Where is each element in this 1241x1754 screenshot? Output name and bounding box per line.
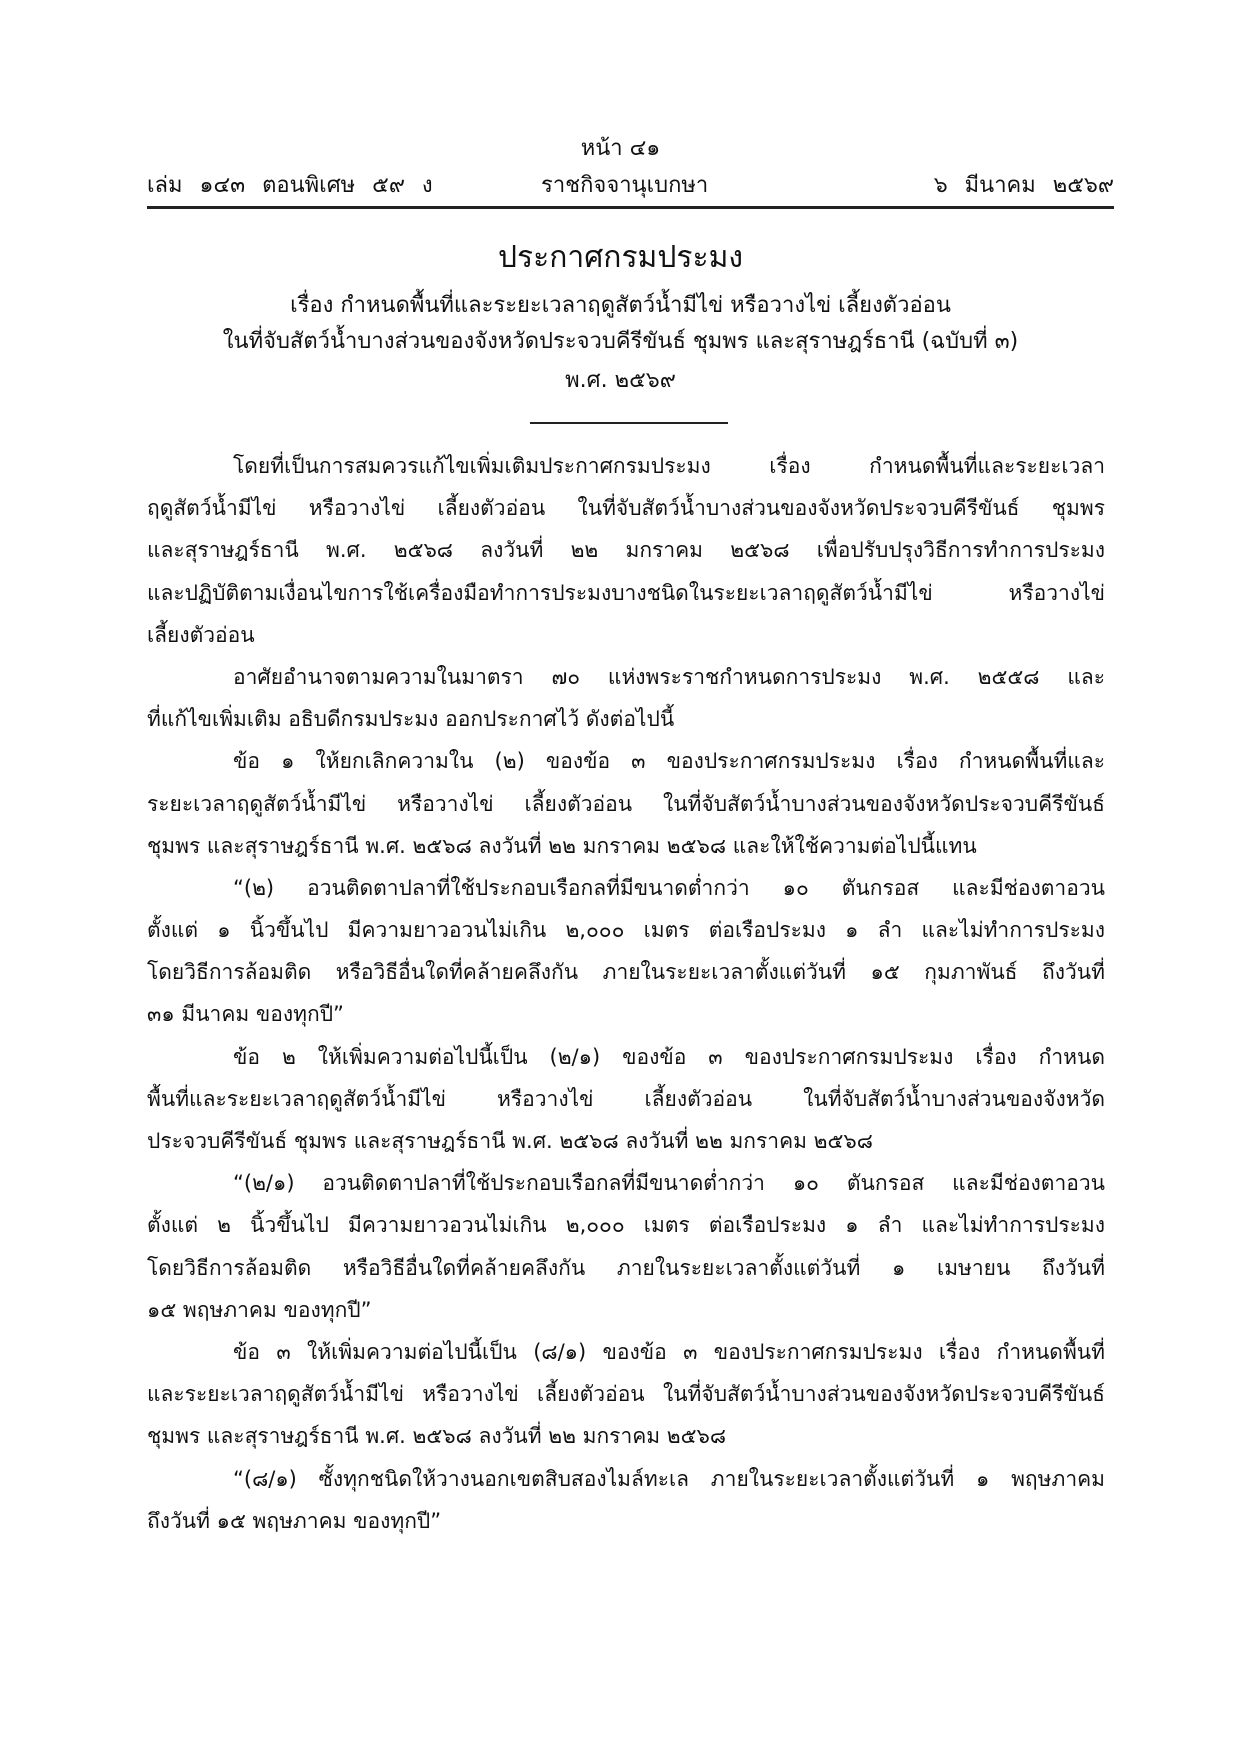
document-title: ประกาศกรมประมง	[497, 240, 744, 275]
text-line: ที่แก้ไขเพิ่มเติม อธิบดีกรมประมง ออกประกาศไว้ ดังต่อไปนี้	[147, 707, 675, 732]
text-line: และสุราษฎร์ธานี พ.ศ. ๒๕๖๘ ลงวันที่ ๒๒ มกราคม ๒๕๖๘ เพื่อปรับปรุงวิธีการทำการประมง	[147, 538, 1105, 563]
text-line: ข้อ ๒ ให้เพิ่มความต่อไปนี้เป็น (๒/๑) ของข้อ ๓ ของประกาศกรมประมง เรื่อง กำหนด	[233, 1044, 1105, 1069]
text-line: ข้อ ๑ ให้ยกเลิกความใน (๒) ของข้อ ๓ ของประกาศกรมประมง เรื่อง กำหนดพื้นที่และ	[233, 749, 1105, 774]
text-line: และระยะเวลาฤดูสัตว์น้ำมีไข่ หรือวางไข่ เลี้ยงตัวอ่อน ในที่จับสัตว์น้ำบางส่วนของจังหวัดประจวบคีรีขันธ์	[147, 1382, 1105, 1407]
text-line: ๑๕ พฤษภาคม ของทุกปี”	[147, 1297, 372, 1322]
paragraph	[147, 1460, 1105, 1544]
document-body	[147, 447, 1105, 1544]
text-line: “(๘/๑) ซั้งทุกชนิดให้วางนอกเขตสิบสองไมล์ทะเล ภายในระยะเวลาตั้งแต่วันที่ ๑ พฤษภาคม	[233, 1466, 1105, 1491]
text-line: พื้นที่และระยะเวลาฤดูสัตว์น้ำมีไข่ หรือวางไข่ เลี้ยงตัวอ่อน ในที่จับสัตว์น้ำบางส่วนของจังหวัด	[147, 1086, 1105, 1111]
text-line: ตั้งแต่ ๑ นิ้วขึ้นไป มีความยาวอวนไม่เกิน ๒,๐๐๐ เมตร ต่อเรือประมง ๑ ลำ และไม่ทำการประมง	[147, 918, 1105, 943]
text-line: และปฏิบัติตามเงื่อนไขการใช้เครื่องมือทำการประมงบางชนิดในระยะเวลาฤดูสัตว์น้ำมีไข่ หรือวางไข่	[147, 580, 1105, 605]
paragraph	[147, 742, 1105, 869]
paragraph	[147, 658, 1105, 742]
text-line: เลี้ยงตัวอ่อน	[147, 622, 255, 647]
text-line: ระยะเวลาฤดูสัตว์น้ำมีไข่ หรือวางไข่ เลี้ยงตัวอ่อน ในที่จับสัตว์น้ำบางส่วนของจังหวัดประจวบคีรีขันธ์	[147, 791, 1105, 816]
text-line: ๓๑ มีนาคม ของทุกปี”	[147, 1002, 344, 1027]
text-line: ประจวบคีรีขันธ์ ชุมพร และสุราษฎร์ธานี พ.ศ. ๒๕๖๘ ลงวันที่ ๒๒ มกราคม ๒๕๖๘	[147, 1129, 873, 1153]
paragraph	[147, 1164, 1105, 1333]
gazette-volume: เล่ม ๑๔๓ ตอนพิเศษ ๕๙ ง	[147, 173, 433, 198]
gazette-date: ๖ มีนาคม ๒๕๖๙	[933, 173, 1114, 198]
subtitle-year: พ.ศ. ๒๕๖๙	[565, 368, 676, 393]
text-line: โดยวิธีการล้อมติด หรือวิธีอื่นใดที่คล้ายคลึงกัน ภายในระยะเวลาตั้งแต่วันที่ ๑ เมษายน ถึงวันที่	[147, 1255, 1105, 1280]
text-line: ชุมพร และสุราษฎร์ธานี พ.ศ. ๒๕๖๘ ลงวันที่ ๒๒ มกราคม ๒๕๖๘ และให้ใช้ความต่อไปนี้แทน	[147, 833, 977, 858]
text-line: ชุมพร และสุราษฎร์ธานี พ.ศ. ๒๕๖๘ ลงวันที่ ๒๒ มกราคม ๒๕๖๘	[147, 1424, 727, 1449]
gazette-name: ราชกิจจานุเบกษา	[541, 173, 709, 198]
text-line: ข้อ ๓ ให้เพิ่มความต่อไปนี้เป็น (๘/๑) ของข้อ ๓ ของประกาศกรมประมง เรื่อง กำหนดพื้นที่	[233, 1339, 1105, 1364]
header-divider	[147, 206, 1114, 209]
page-number: หน้า ๔๑	[580, 136, 661, 161]
paragraph	[147, 1333, 1105, 1460]
paragraph	[147, 869, 1105, 1038]
text-line: อาศัยอำนาจตามความในมาตรา ๗๐ แห่งพระราชกำหนดการประมง พ.ศ. ๒๕๕๘ และ	[233, 664, 1105, 689]
subtitle-line: เรื่อง กำหนดพื้นที่และระยะเวลาฤดูสัตว์น้ำมีไข่ หรือวางไข่ เลี้ยงตัวอ่อน	[290, 293, 951, 318]
text-line: โดยวิธีการล้อมติด หรือวิธีอื่นใดที่คล้ายคลึงกัน ภายในระยะเวลาตั้งแต่วันที่ ๑๕ กุมภาพันธ์ ถึงวันที่	[147, 960, 1105, 985]
text-line: โดยที่เป็นการสมควรแก้ไขเพิ่มเติมประกาศกรมประมง เรื่อง กำหนดพื้นที่และระยะเวลา	[233, 454, 1105, 478]
text-line: ตั้งแต่ ๒ นิ้วขึ้นไป มีความยาวอวนไม่เกิน ๒,๐๐๐ เมตร ต่อเรือประมง ๑ ลำ และไม่ทำการประมง	[147, 1213, 1105, 1238]
title-divider	[530, 422, 728, 424]
text-line: “(๒) อวนติดตาปลาที่ใช้ประกอบเรือกลที่มีขนาดต่ำกว่า ๑๐ ตันกรอส และมีช่องตาอวน	[233, 875, 1105, 900]
subtitle-line: ในที่จับสัตว์น้ำบางส่วนของจังหวัดประจวบคีรีขันธ์ ชุมพร และสุราษฎร์ธานี (ฉบับที่ ๓)	[222, 329, 1019, 354]
text-line: ฤดูสัตว์น้ำมีไข่ หรือวางไข่ เลี้ยงตัวอ่อน ในที่จับสัตว์น้ำบางส่วนของจังหวัดประจวบคีรีขันธ์ ชุมพร	[147, 496, 1105, 521]
paragraph	[147, 1038, 1105, 1165]
text-line: “(๒/๑) อวนติดตาปลาที่ใช้ประกอบเรือกลที่มีขนาดต่ำกว่า ๑๐ ตันกรอส และมีช่องตาอวน	[233, 1171, 1105, 1196]
paragraph	[147, 447, 1105, 658]
text-line: ถึงวันที่ ๑๕ พฤษภาคม ของทุกปี”	[147, 1508, 442, 1533]
